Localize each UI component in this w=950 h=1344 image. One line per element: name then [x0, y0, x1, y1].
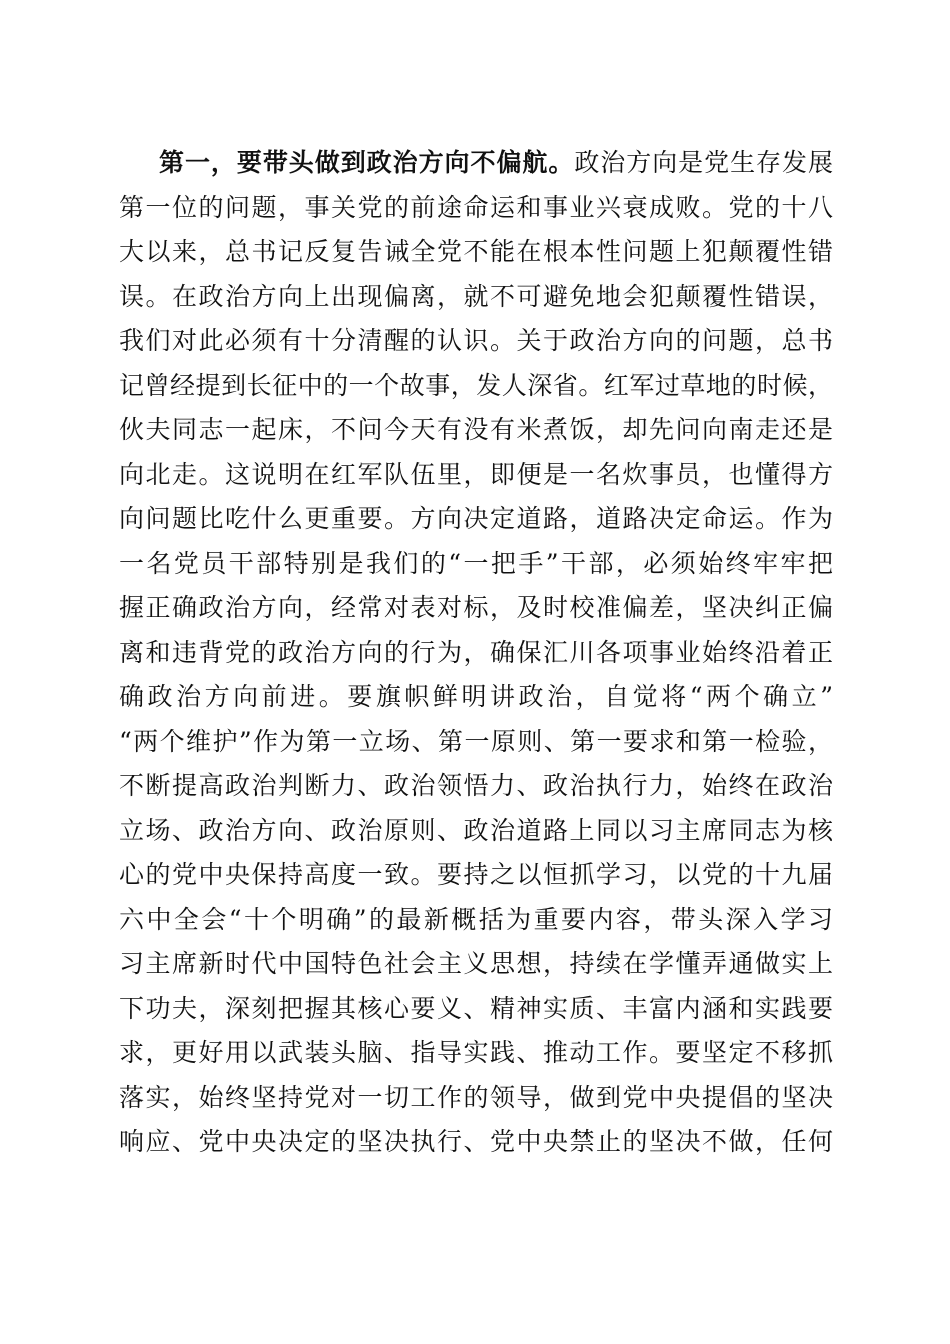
text-line: 我们对此必须有十分清醒的认识。关于政治方向的问题，总书 — [119, 326, 833, 355]
text-line: 向北走。这说明在红军队伍里，即便是一名炊事员，也懂得方 — [119, 459, 833, 489]
text-line: 求，更好用以武装头脑、指导实践、推动工作。要坚定不移抓 — [119, 1038, 833, 1067]
text-line: 确政治方向前进。要旗帜鲜明讲政治，自觉将“两个确立” — [119, 682, 833, 711]
section-heading: 第一，要带头做到政治方向不偏航。 — [159, 148, 575, 177]
text-line: 习主席新时代中国特色社会主义思想，持续在学懂弄通做实上 — [119, 949, 833, 978]
text-line: 不断提高政治判断力、政治领悟力、政治执行力，始终在政治 — [119, 771, 833, 800]
text-line: 下功夫，深刻把握其核心要义、精神实质、丰富内涵和实践要 — [119, 993, 833, 1023]
text-line: 响应、党中央决定的坚决执行、党中央禁止的坚决不做，任何 — [119, 1127, 833, 1156]
text-line: 伙夫同志一起床，不问今天有没有米煮饭，却先问向南走还是 — [119, 415, 833, 444]
body-paragraph — [119, 141, 833, 1165]
text-line: 离和违背党的政治方向的行为，确保汇川各项事业始终沿着正 — [119, 637, 833, 667]
text-line: 六中全会“十个明确”的最新概括为重要内容，带头深入学习 — [119, 904, 833, 934]
line-text: 政治方向是党生存发展 — [574, 148, 833, 177]
text-line: 误。在政治方向上出现偏离，就不可避免地会犯颠覆性错误， — [119, 281, 833, 311]
text-line: 落实，始终坚持党对一切工作的领导，做到党中央提倡的坚决 — [119, 1082, 833, 1112]
text-line: 向问题比吃什么更重要。方向决定道路，道路决定命运。作为 — [119, 504, 833, 533]
text-line: 立场、政治方向、政治原则、政治道路上同以习主席同志为核 — [119, 815, 833, 845]
text-line: 记曾经提到长征中的一个故事，发人深省。红军过草地的时候， — [119, 370, 833, 400]
text-line: 心的党中央保持高度一致。要持之以恒抓学习，以党的十九届 — [119, 860, 833, 889]
text-line: 一名党员干部特别是我们的“一把手”干部，必须始终牢牢把 — [119, 548, 833, 578]
text-line: 第一位的问题，事关党的前途命运和事业兴衰成败。党的十八 — [119, 192, 833, 222]
text-line: “两个维护”作为第一立场、第一原则、第一要求和第一检验， — [119, 726, 833, 756]
text-line: 握正确政治方向，经常对表对标，及时校准偏差，坚决纠正偏 — [119, 593, 833, 622]
text-line: 大以来，总书记反复告诫全党不能在根本性问题上犯颠覆性错 — [119, 237, 833, 266]
paragraph-first-line — [119, 141, 833, 186]
